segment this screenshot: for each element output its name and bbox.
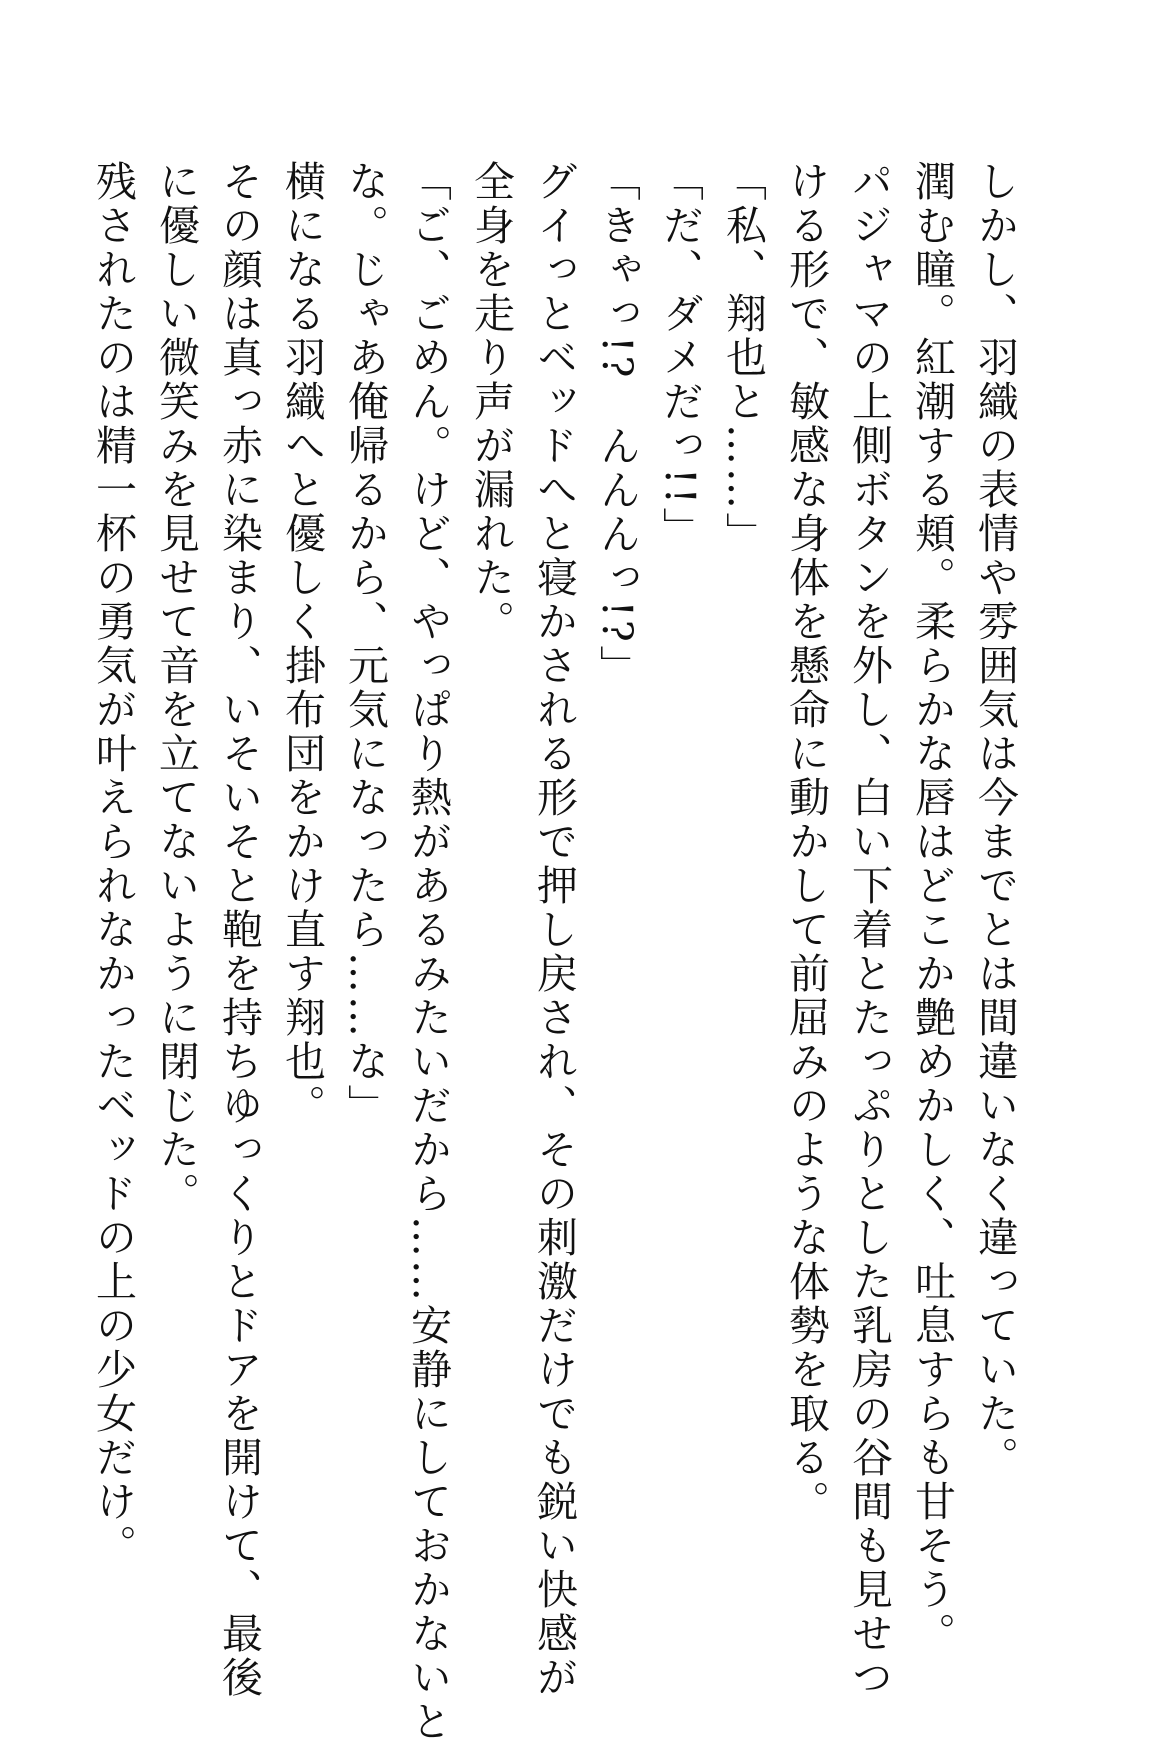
text-line: パジャマの上側ボタンを外し、白い下着とたっぷりとした乳房の谷間も見せつ <box>845 160 893 1700</box>
text-line: 横になる羽織へと優しく掛布団をかけ直す翔也。 <box>278 160 326 1128</box>
body-text <box>81 160 1026 1744</box>
text-line: 「きゃっ!? んんんっ!?」 <box>593 160 641 689</box>
text-line: に優しい微笑みを見せて音を立てないように閉じた。 <box>152 160 200 1216</box>
text-line: な。じゃあ俺帰るから、元気になったら……な」 <box>341 160 389 1128</box>
text-line: 「私、翔也と……」 <box>719 160 767 556</box>
text-line: しかし、羽織の表情や雰囲気は今までとは間違いなく違っていた。 <box>971 160 1019 1480</box>
text-line: 「だ、ダメだっ!!」 <box>656 160 704 551</box>
text-line: 全身を走り声が漏れた。 <box>467 160 515 644</box>
text-line: グイっとベッドへと寝かされる形で押し戻され、その刺激だけでも鋭い快感が <box>530 160 578 1700</box>
text-line: その顔は真っ赤に染まり、いそいそと鞄を持ちゆっくりとドアを開けて、最後 <box>215 160 263 1700</box>
text-line: 潤む瞳。紅潮する頬。柔らかな唇はどこか艶めかしく、吐息すらも甘そう。 <box>908 160 956 1656</box>
text-line: ける形で、敏感な身体を懸命に動かして前屈みのような体勢を取る。 <box>782 160 830 1524</box>
text-line: 「ご、ごめん。けど、やっぱり熱があるみたいだから……安静にしておかないと <box>404 160 452 1744</box>
text-line: 残されたのは精一杯の勇気が叶えられなかったベッドの上の少女だけ。 <box>89 160 137 1568</box>
